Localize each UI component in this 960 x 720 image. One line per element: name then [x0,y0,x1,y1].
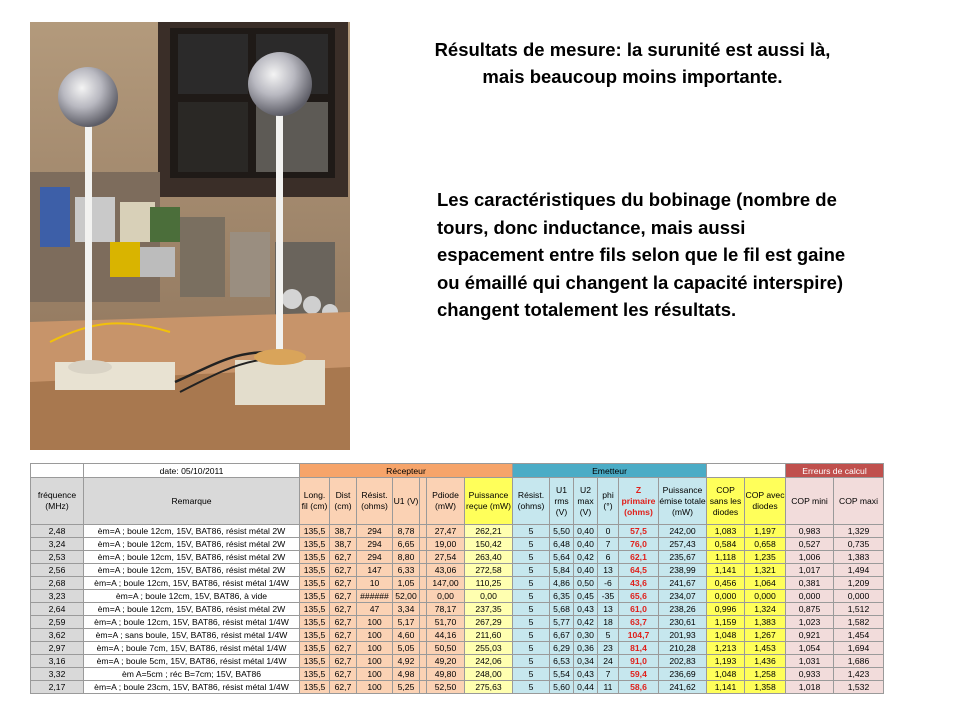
table-cell: 0,40 [574,538,598,551]
table-date: date: 05/10/2011 [84,464,300,478]
table-row [31,603,884,616]
table-cell: 1,582 [834,616,884,629]
table-cell: 5,84 [550,564,574,577]
table-cell: 6,48 [550,538,574,551]
table-cell: 6,67 [550,629,574,642]
column-header: Résist. (ohms) [357,478,393,525]
table-cell: 5 [513,551,550,564]
table-cell: 110,25 [465,577,513,590]
table-cell: 1,05 [393,577,420,590]
table-cell: èm=A ; boule 12cm, 15V, BAT86, à vide [84,590,300,603]
table-cell: 5,77 [550,616,574,629]
table-cell [420,551,427,564]
table-cell: 211,60 [465,629,513,642]
column-header: COP sans les diodes [707,478,745,525]
table-cell: 62,7 [330,642,357,655]
table-row [31,564,884,577]
table-cell: 5 [513,590,550,603]
table-cell: 0,45 [574,590,598,603]
table-cell: 1,064 [745,577,786,590]
table-cell: 4,86 [550,577,574,590]
table-cell: 0,43 [574,603,598,616]
table-cell: 1,048 [707,629,745,642]
table-cell: 0,983 [786,525,834,538]
table-cell: 10 [357,577,393,590]
table-row [31,668,884,681]
table-cell: 6,53 [550,655,574,668]
table-cell: 1,532 [834,681,884,694]
table-cell: 5,25 [393,681,420,694]
table-cell: 262,21 [465,525,513,538]
table-cell: 230,61 [659,616,707,629]
table-cell: 1,213 [707,642,745,655]
table-cell: 255,03 [465,642,513,655]
table-cell: 100 [357,681,393,694]
table-cell: 8,78 [393,525,420,538]
column-header: Puissance émise totale (mW) [659,478,707,525]
table-cell: 1,383 [834,551,884,564]
table-cell [420,538,427,551]
column-header: Remarque [84,478,300,525]
table-cell: 1,436 [745,655,786,668]
table-cell: 238,26 [659,603,707,616]
table-cell: 11 [598,681,619,694]
table-cell: 13 [598,564,619,577]
table-cell: 1,358 [745,681,786,694]
table-cell: 62,7 [330,668,357,681]
table-cell: 135,5 [300,551,330,564]
table-cell: 100 [357,642,393,655]
table-cell: 294 [357,525,393,538]
table-cell: 135,5 [300,577,330,590]
table-cell: 0,000 [786,590,834,603]
table-cell: 62,7 [330,564,357,577]
table-cell [420,655,427,668]
table-row [31,525,884,538]
table-cell: 0,735 [834,538,884,551]
table-cell: 1,023 [786,616,834,629]
table-row [31,655,884,668]
table-cell: 2,53 [31,551,84,564]
table-cell: 0,000 [707,590,745,603]
table-cell: 5 [513,538,550,551]
header-blank [31,464,84,478]
table-cell: 1,694 [834,642,884,655]
table-cell: 59,4 [619,668,659,681]
table-cell: 0,381 [786,577,834,590]
table-cell: 0,40 [574,525,598,538]
table-row [31,551,884,564]
table-cell: 5,64 [550,551,574,564]
table-cell: 64,5 [619,564,659,577]
table-cell: èm=A ; boule 12cm, 15V, BAT86, résist métal 2W [84,525,300,538]
table-cell: 5 [513,668,550,681]
table-cell: 1,193 [707,655,745,668]
table-cell: 62,7 [330,655,357,668]
table-cell: 135,5 [300,525,330,538]
table-cell: 210,28 [659,642,707,655]
table-cell: 0,00 [427,590,465,603]
group-receptor: Récepteur [300,464,513,478]
table-cell: 1,031 [786,655,834,668]
table-cell: 135,5 [300,655,330,668]
table-cell: 18 [598,616,619,629]
table-cell: -35 [598,590,619,603]
table-cell: 62,7 [330,616,357,629]
table-cell: 5 [513,655,550,668]
table-cell: 1,209 [834,577,884,590]
table-cell: 51,70 [427,616,465,629]
table-cell: 135,5 [300,590,330,603]
table-cell: 147,00 [427,577,465,590]
table-cell: 237,35 [465,603,513,616]
table-cell: 62,7 [330,681,357,694]
table-cell: 0,658 [745,538,786,551]
table-cell: 0,933 [786,668,834,681]
table-cell: 0,527 [786,538,834,551]
table-cell: 135,5 [300,603,330,616]
table-cell: 50,50 [427,642,465,655]
table-cell: 1,454 [834,629,884,642]
table-cell: 6,35 [550,590,574,603]
table-cell: 0,42 [574,551,598,564]
table-row [31,629,884,642]
table-cell: 104,7 [619,629,659,642]
table-cell: 241,62 [659,681,707,694]
table-cell: 135,5 [300,668,330,681]
table-cell: 150,42 [465,538,513,551]
table-cell: 0,00 [465,590,513,603]
table-cell: 0,875 [786,603,834,616]
column-header: phi (°) [598,478,619,525]
table-cell [420,681,427,694]
table-cell: 3,24 [31,538,84,551]
table-cell: 5 [513,681,550,694]
table-cell: 0,36 [574,642,598,655]
table-cell: 5,05 [393,642,420,655]
table-cell: 5,17 [393,616,420,629]
table-cell: 49,20 [427,655,465,668]
table-cell: 202,83 [659,655,707,668]
table-cell: 5,68 [550,603,574,616]
table-cell: 5 [598,629,619,642]
table-cell: 1,453 [745,642,786,655]
group-emitter: Emetteur [513,464,707,478]
table-cell [420,564,427,577]
table-cell: 267,29 [465,616,513,629]
table-cell: 62,7 [330,590,357,603]
experiment-photo [30,22,350,450]
table-cell: 100 [357,668,393,681]
table-cell: 0,44 [574,681,598,694]
table-cell: 47 [357,603,393,616]
table-cell: 52,50 [427,681,465,694]
table-cell: 1,258 [745,668,786,681]
table-cell: 100 [357,616,393,629]
column-header: Puissance reçue (mW) [465,478,513,525]
table-cell: 5 [513,629,550,642]
table-cell: 135,5 [300,564,330,577]
table-cell: 3,34 [393,603,420,616]
table-cell [420,629,427,642]
table-cell: 0,34 [574,655,598,668]
table-cell: 5,54 [550,668,574,681]
table-cell: 27,54 [427,551,465,564]
table-cell: 0 [598,525,619,538]
table-cell: 4,98 [393,668,420,681]
column-header: Long. fil (cm) [300,478,330,525]
table-cell: 1,383 [745,616,786,629]
table-row [31,681,884,694]
table-cell: 5 [513,616,550,629]
table-cell: 5 [513,603,550,616]
table-cell: 5 [513,525,550,538]
column-header: Résist. (ohms) [513,478,550,525]
table-cell [420,577,427,590]
table-cell: 294 [357,538,393,551]
table-cell: 3,23 [31,590,84,603]
table-cell: 0,43 [574,668,598,681]
table-cell: 5 [513,564,550,577]
table-cell: 1,235 [745,551,786,564]
table-cell: 1,083 [707,525,745,538]
description-text: Les caractéristiques du bobinage (nombre de tours, donc inductance, mais aussi espacement entre fils selon que le fil est gaine ou émaillé qui changent la capacité interspire) changent totalement les résultats. [437,189,846,320]
table-cell [420,642,427,655]
table-row [31,577,884,590]
table-cell: 4,60 [393,629,420,642]
table-cell: 135,5 [300,538,330,551]
table-cell: 2,59 [31,616,84,629]
table-cell: 3,62 [31,629,84,642]
table-cell: èm=A ; boule 12cm, 15V, BAT86, résist métal 2W [84,538,300,551]
table-cell: 1,118 [707,551,745,564]
table-cell: èm=A ; boule 12cm, 15V, BAT86, résist métal 2W [84,551,300,564]
table-row [31,642,884,655]
table-cell: 234,07 [659,590,707,603]
table-cell: 1,267 [745,629,786,642]
table-cell: 27,47 [427,525,465,538]
table-cell: 23 [598,642,619,655]
table-cell: 58,6 [619,681,659,694]
table-cell: 62,7 [330,577,357,590]
table-cell [420,668,427,681]
table-cell: 78,17 [427,603,465,616]
table-cell: 242,00 [659,525,707,538]
table-cell: 263,40 [465,551,513,564]
table-cell: 236,69 [659,668,707,681]
table-cell: 38,7 [330,538,357,551]
table-cell: 0,40 [574,564,598,577]
table-cell: èm=A ; boule 12cm, 15V, BAT86, résist métal 1/4W [84,616,300,629]
table-cell: 62,7 [330,629,357,642]
table-cell: 2,97 [31,642,84,655]
table-cell: 5,50 [550,525,574,538]
table-cell: 0,42 [574,616,598,629]
table-cell: 272,58 [465,564,513,577]
table-cell: 0,000 [745,590,786,603]
table-cell: 1,141 [707,564,745,577]
table-cell [420,603,427,616]
table-cell: 1,006 [786,551,834,564]
table-cell: 100 [357,655,393,668]
table-cell: 62,7 [330,603,357,616]
column-header: Dist (cm) [330,478,357,525]
table-cell: 81,4 [619,642,659,655]
table-cell: 7 [598,668,619,681]
table-cell: 1,329 [834,525,884,538]
table-cell: 147 [357,564,393,577]
table-cell: 5 [513,577,550,590]
table-cell [420,616,427,629]
table-cell: 1,324 [745,603,786,616]
table-cell: 100 [357,629,393,642]
table-cell: 257,43 [659,538,707,551]
table-cell: èm=A ; boule 12cm, 15V, BAT86, résist métal 1/4W [84,577,300,590]
table-cell: 1,321 [745,564,786,577]
table-cell: 65,6 [619,590,659,603]
table-cell: 135,5 [300,616,330,629]
table-cell: 0,30 [574,629,598,642]
measurement-table [30,463,884,694]
table-cell: 0,000 [834,590,884,603]
table-cell: 0,584 [707,538,745,551]
table-cell: -6 [598,577,619,590]
table-cell: 57,5 [619,525,659,538]
column-header: U2 max (V) [574,478,598,525]
table-cell: èm=A ; boule 5cm, 15V, BAT86, résist métal 1/4W [84,655,300,668]
table-cell: 294 [357,551,393,564]
table-cell: 1,494 [834,564,884,577]
column-header: COP avec diodes [745,478,786,525]
table-cell: 238,99 [659,564,707,577]
table-cell: 63,7 [619,616,659,629]
column-header: Z primaire (ohms) [619,478,659,525]
table-cell: 6,65 [393,538,420,551]
table-cell: 275,63 [465,681,513,694]
table-cell: 7 [598,538,619,551]
table-cell [420,590,427,603]
table-cell: 8,80 [393,551,420,564]
table-cell: 13 [598,603,619,616]
table-cell: 1,048 [707,668,745,681]
table-cell: 76,0 [619,538,659,551]
table-cell: èm=A ; boule 7cm, 15V, BAT86, résist métal 1/4W [84,642,300,655]
page-title: Résultats de mesure: la surunité est aussi là, mais beaucoup moins importante. [434,39,831,87]
table-cell: 1,197 [745,525,786,538]
table-cell: 4,92 [393,655,420,668]
table-cell: èm=A ; boule 12cm, 15V, BAT86, résist métal 2W [84,564,300,577]
column-header: fréquence (MHz) [31,478,84,525]
table-cell: 2,48 [31,525,84,538]
table-cell: 1,512 [834,603,884,616]
table-cell: 1,141 [707,681,745,694]
column-header: Pdiode (mW) [427,478,465,525]
table-cell: 61,0 [619,603,659,616]
table-cell: 0,996 [707,603,745,616]
table-cell: èm A=5cm ; réc B=7cm; 15V, BAT86 [84,668,300,681]
table-cell: 6,29 [550,642,574,655]
table-cell: 43,6 [619,577,659,590]
table-cell [420,525,427,538]
table-cell: 1,159 [707,616,745,629]
table-cell: 1,018 [786,681,834,694]
group-errors: Erreurs de calcul [786,464,884,478]
table-cell: 91,0 [619,655,659,668]
table-cell: 19,00 [427,538,465,551]
table-cell: 62,1 [619,551,659,564]
column-header [420,478,427,525]
table-cell: 135,5 [300,681,330,694]
table-cell: 1,017 [786,564,834,577]
table-cell: 62,7 [330,551,357,564]
table-cell: ###### [357,590,393,603]
table-cell: 242,06 [465,655,513,668]
table-cell: 24 [598,655,619,668]
table-cell: 3,32 [31,668,84,681]
table-cell: 235,67 [659,551,707,564]
table-cell: 2,56 [31,564,84,577]
table-cell: 44,16 [427,629,465,642]
column-header: U1 rms (V) [550,478,574,525]
table-cell: 2,68 [31,577,84,590]
column-header: COP mini [786,478,834,525]
table-cell: 0,456 [707,577,745,590]
table-cell: 43,06 [427,564,465,577]
table-cell: 3,16 [31,655,84,668]
table-cell: 201,93 [659,629,707,642]
table-cell: 2,64 [31,603,84,616]
table-cell: 1,423 [834,668,884,681]
table-cell: èm=A ; boule 23cm, 15V, BAT86, résist métal 1/4W [84,681,300,694]
photo-illustration [30,22,350,450]
column-header: COP maxi [834,478,884,525]
table-cell: 0,50 [574,577,598,590]
header-blank [707,464,786,478]
table-cell: 49,80 [427,668,465,681]
table-cell: 135,5 [300,629,330,642]
table-cell: èm=A ; boule 12cm, 15V, BAT86, résist métal 2W [84,603,300,616]
table-cell: 5,60 [550,681,574,694]
table-cell: 1,686 [834,655,884,668]
table-cell: 248,00 [465,668,513,681]
table-cell: 1,054 [786,642,834,655]
table-row [31,538,884,551]
table-cell: 5 [513,642,550,655]
table-cell: 0,921 [786,629,834,642]
table-cell: 2,17 [31,681,84,694]
table-cell: 38,7 [330,525,357,538]
table-cell: 135,5 [300,642,330,655]
table-cell: èm=A ; sans boule, 15V, BAT86, résist métal 1/4W [84,629,300,642]
table-cell: 6,33 [393,564,420,577]
column-header: U1 (V) [393,478,420,525]
table-row [31,590,884,603]
table-cell: 6 [598,551,619,564]
table-cell: 241,67 [659,577,707,590]
table-row [31,616,884,629]
table-cell: 52,00 [393,590,420,603]
